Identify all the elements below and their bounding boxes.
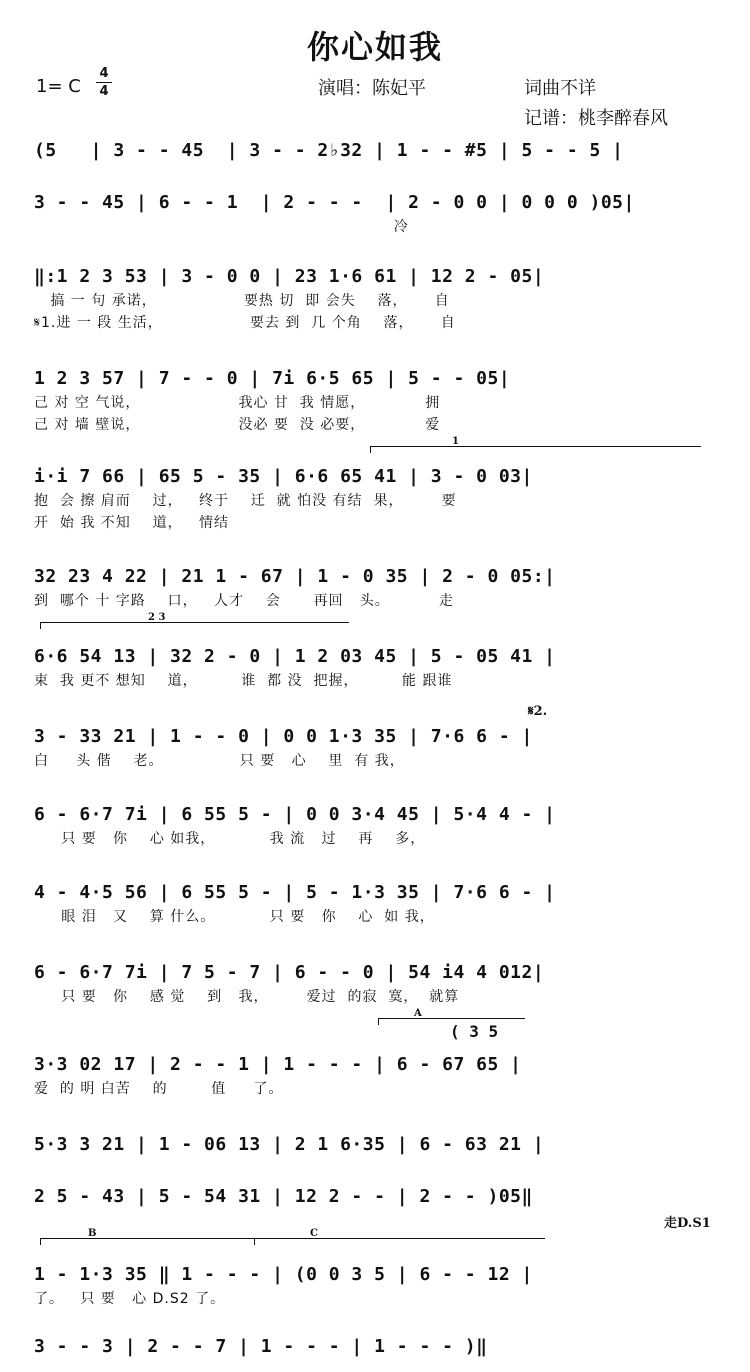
row-notes: 2 5 - 43 | 5 - 54 31 | 12 2 - - | 2 - - )05‖ [34,1186,533,1207]
volta-23-bracket [40,622,349,629]
score-row-13 [34,1128,706,1162]
row-notes: ‖:1 2 3 53 | 3 - 0 0 | 23 1·6 61 | 12 2 - 05| [34,266,545,287]
transcriber-credit: 记谱：桃李醉春风 [524,108,668,129]
volta-23-label: 2 3 [148,612,166,623]
row-notes: 5·3 3 21 | 1 - 06 13 | 2 1 6·35 | 6 - 63 21 | [34,1134,545,1155]
row-lyrics-line-2: 𝄋1.进 一 段 生活， 要去 到 几 个角 落， 自 [34,315,456,331]
score-row-4 [34,362,706,433]
score-row-9 [34,798,706,847]
row-lyrics-line-1: 冷 [34,219,409,235]
page-title: 你心如我 [306,28,443,66]
score-row-8 [34,720,706,769]
composer-credit: 词曲不详 [524,78,596,99]
score-row-15 [34,1258,706,1307]
meter-bottom: 4 [99,84,109,99]
meter-top: 4 [99,66,109,81]
row-notes: 4 - 4·5 56 | 6 55 5 - | 5 - 1·3 35 | 7·6 6 - | [34,882,556,903]
marker-b-bracket [40,1238,263,1245]
row-lyrics-line-1: 眼 泪 又 算 什么。 只 要 你 心 如 我， [34,909,435,925]
score-row-12 [34,1048,706,1097]
row-lyrics-line-2: 开 始 我 不知 道， 情结 [34,515,229,531]
marker-c-bracket [254,1238,545,1245]
score-row-16 [34,1330,706,1364]
segno-2-mark: 𝄋2. [528,704,548,719]
score-row-7 [34,640,706,689]
meter-divider [96,82,112,83]
score-row-5 [34,460,706,531]
row-lyrics-line-1: 爱 的 明 白苦 的 值 了。 [34,1081,284,1097]
row-lyrics-line-1: 束 我 更不 想知 道， 谁 都 没 把握， 能 跟谁 [34,673,453,689]
score-row-3 [34,260,706,331]
marker-c-label: C [310,1228,318,1239]
row-lyrics-line-1: 抱 会 擦 肩而 过， 终于 迁 就 怕没 有结 果， 要 [34,493,457,509]
row-lyrics-line-1: 了。 只 要 心 D.S2 了。 [34,1291,226,1307]
marker-a-label: A [414,1008,422,1019]
row-notes: i·i 7 66 | 65 5 - 35 | 6·6 65 41 | 3 - 0 03| [34,466,533,487]
ds1-mark: 走D.S1 [664,1216,711,1231]
row-lyrics-line-1: 到 哪个 十 字路 口， 人才 会 再回 头。 走 [34,593,454,609]
row-lyrics-line-1: 白 头 偕 老。 只 要 心 里 有 我， [34,753,405,769]
score-row-2 [34,186,706,235]
row-lyrics-line-1: 搞 一 句 承诺， 要热 切 即 会失 落， 自 [34,293,450,309]
row-lyrics-line-1: 只 要 你 感 觉 到 我， 爱过 的寂 寞， 就算 [34,989,460,1005]
score-row-11 [34,956,706,1005]
score-row-14 [34,1180,706,1214]
intro-a-notes: ( 3 5 [450,1022,499,1041]
row-lyrics-line-1: 只 要 你 心 如我， 我 流 过 再 多， [34,831,426,847]
row-notes: 3 - - 3 | 2 - - 7 | 1 - - - | 1 - - - )‖ [34,1336,488,1357]
score-row-10 [34,876,706,925]
row-notes: 6 - 6·7 7i | 7 5 - 7 | 6 - - 0 | 54 i4 4 012| [34,962,545,983]
volta-1-label: 1 [452,436,459,447]
row-notes: 1 - 1·3 35 ‖ 1 - - - | (0 0 3 5 | 6 - - 12 | [34,1264,533,1285]
row-notes: (5 | 3 - - 45 | 3 - - 2♭32 | 1 - - #5 | 5 - - 5 | [34,140,624,161]
score-row-1 [34,134,706,168]
row-lyrics-line-2: 己 对 墙 壁说， 没必 要 没 必要， 爱 [34,417,441,433]
score-row-6 [34,560,706,609]
key-signature: 1= C [36,76,81,97]
row-notes: 3·3 02 17 | 2 - - 1 | 1 - - - | 6 - 67 65 | [34,1054,522,1075]
singer-credit: 演唱：陈妃平 [318,78,426,99]
time-signature [96,66,112,99]
row-notes: 6 - 6·7 7i | 6 55 5 - | 0 0 3·4 45 | 5·4 4 - | [34,804,556,825]
row-notes: 32 23 4 22 | 21 1 - 67 | 1 - 0 35 | 2 - 0 05:| [34,566,556,587]
row-notes: 6·6 54 13 | 32 2 - 0 | 1 2 03 45 | 5 - 05 41 | [34,646,556,667]
row-notes: 1 2 3 57 | 7 - - 0 | 7i 6·5 65 | 5 - - 05| [34,368,511,389]
marker-b-label: B [88,1228,97,1239]
row-notes: 3 - - 45 | 6 - - 1 | 2 - - - | 2 - 0 0 | 0 0 0 )05| [34,192,635,213]
volta-1-bracket [370,446,701,453]
row-notes: 3 - 33 21 | 1 - - 0 | 0 0 1·3 35 | 7·6 6 - | [34,726,533,747]
row-lyrics-line-1: 己 对 空 气说， 我心 甘 我 情愿， 拥 [34,395,441,411]
